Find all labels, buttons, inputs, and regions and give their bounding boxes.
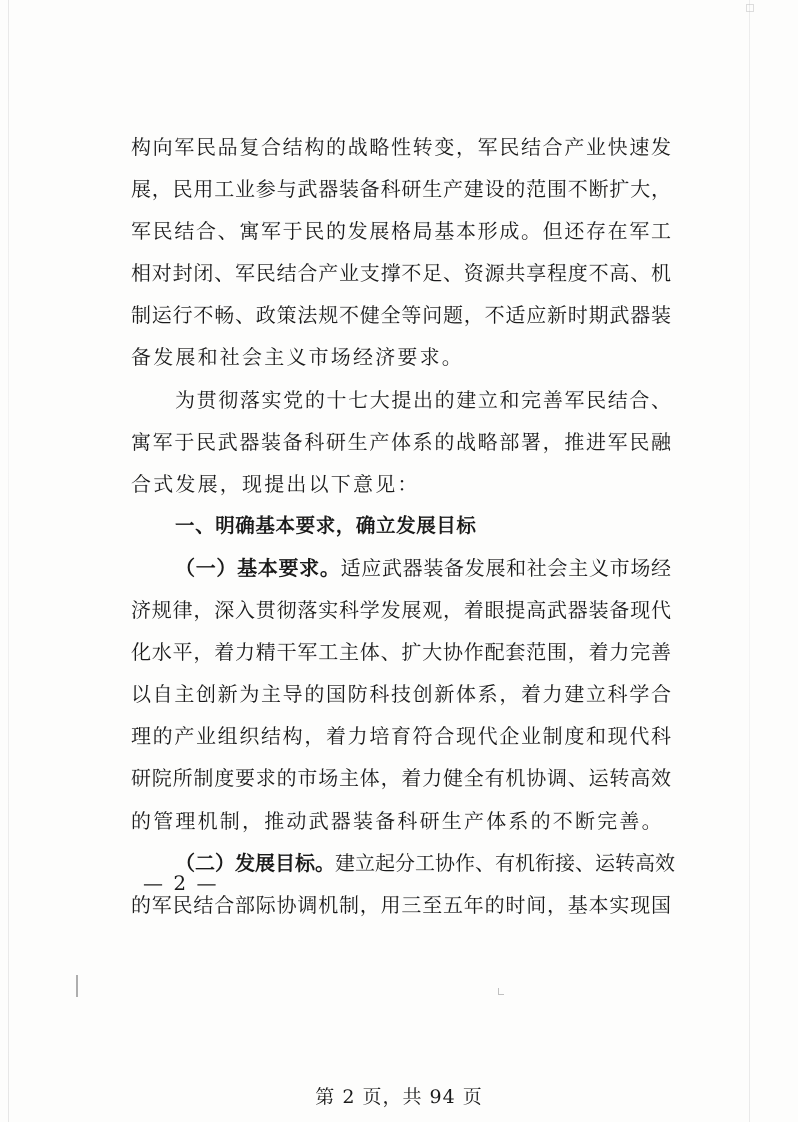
paragraph-line: 备发展和社会主义市场经济要求。 bbox=[131, 345, 464, 370]
paragraph-line: 相对封闭、军民结合产业支撑不足、资源共享程度不高、机 bbox=[131, 261, 671, 286]
section-heading: 一、明确基本要求，确立发展目标 bbox=[175, 513, 477, 537]
page-number: — 2 — bbox=[143, 871, 219, 895]
paragraph-line: 构向军民品复合结构的战略性转变，军民结合产业快速发 bbox=[131, 135, 671, 159]
scan-mark-corner bbox=[746, 4, 754, 12]
scan-edge-right bbox=[749, 0, 750, 1122]
paragraph-line: 为贯彻落实党的十七大提出的建立和完善军民结合、 bbox=[175, 387, 671, 412]
paragraph-line: 的管理机制，推动武器装备科研生产体系的不断完善。 bbox=[131, 808, 664, 833]
scan-mark-mid bbox=[498, 988, 504, 995]
paragraph-text: 建立起分工协作、有机衔接、运转高效 bbox=[335, 850, 675, 875]
scan-edge-left bbox=[8, 0, 9, 1122]
paragraph-line: 合式发展，现提出以下意见： bbox=[131, 471, 420, 496]
paragraph-line: 济规律，深入贯彻落实科学发展观，着眼提高武器装备现代 bbox=[131, 598, 671, 623]
paragraph-text: 适应武器装备发展和社会主义市场经 bbox=[340, 555, 672, 580]
footer-page-indicator: 第 2 页，共 94 页 bbox=[315, 1086, 483, 1108]
paragraph-line: 以自主创新为主导的国防科技创新体系，着力建立科学合 bbox=[131, 682, 671, 707]
paragraph-line: 军民结合、寓军于民的发展格局基本形成。但还存在军工 bbox=[131, 219, 671, 244]
paragraph-line: 展，民用工业参与武器装备科研生产建设的范围不断扩大， bbox=[131, 177, 671, 202]
subsection-lead: （一）基本要求。 bbox=[175, 555, 341, 580]
paragraph-line bbox=[131, 547, 671, 589]
paragraph-line: 研院所制度要求的市场主体，着力健全有机协调、运转高效 bbox=[131, 766, 671, 791]
subsection-lead: （二）发展目标。 bbox=[175, 850, 335, 875]
paragraph-line: 化水平，着力精干军工主体、扩大协作配套范围，着力完善 bbox=[131, 640, 671, 665]
body-text bbox=[131, 126, 675, 926]
paragraph-line: 的军民结合部际协调机制，用三至五年的时间，基本实现国 bbox=[131, 892, 671, 917]
paragraph-line: 寓军于民武器装备科研生产体系的战略部署，推进军民融 bbox=[131, 429, 671, 454]
paragraph-line: 制运行不畅、政策法规不健全等问题，不适应新时期武器装 bbox=[131, 303, 671, 328]
scan-mark-left bbox=[76, 975, 78, 997]
paragraph-line: 理的产业组织结构，着力培育符合现代企业制度和现代科 bbox=[131, 724, 671, 749]
